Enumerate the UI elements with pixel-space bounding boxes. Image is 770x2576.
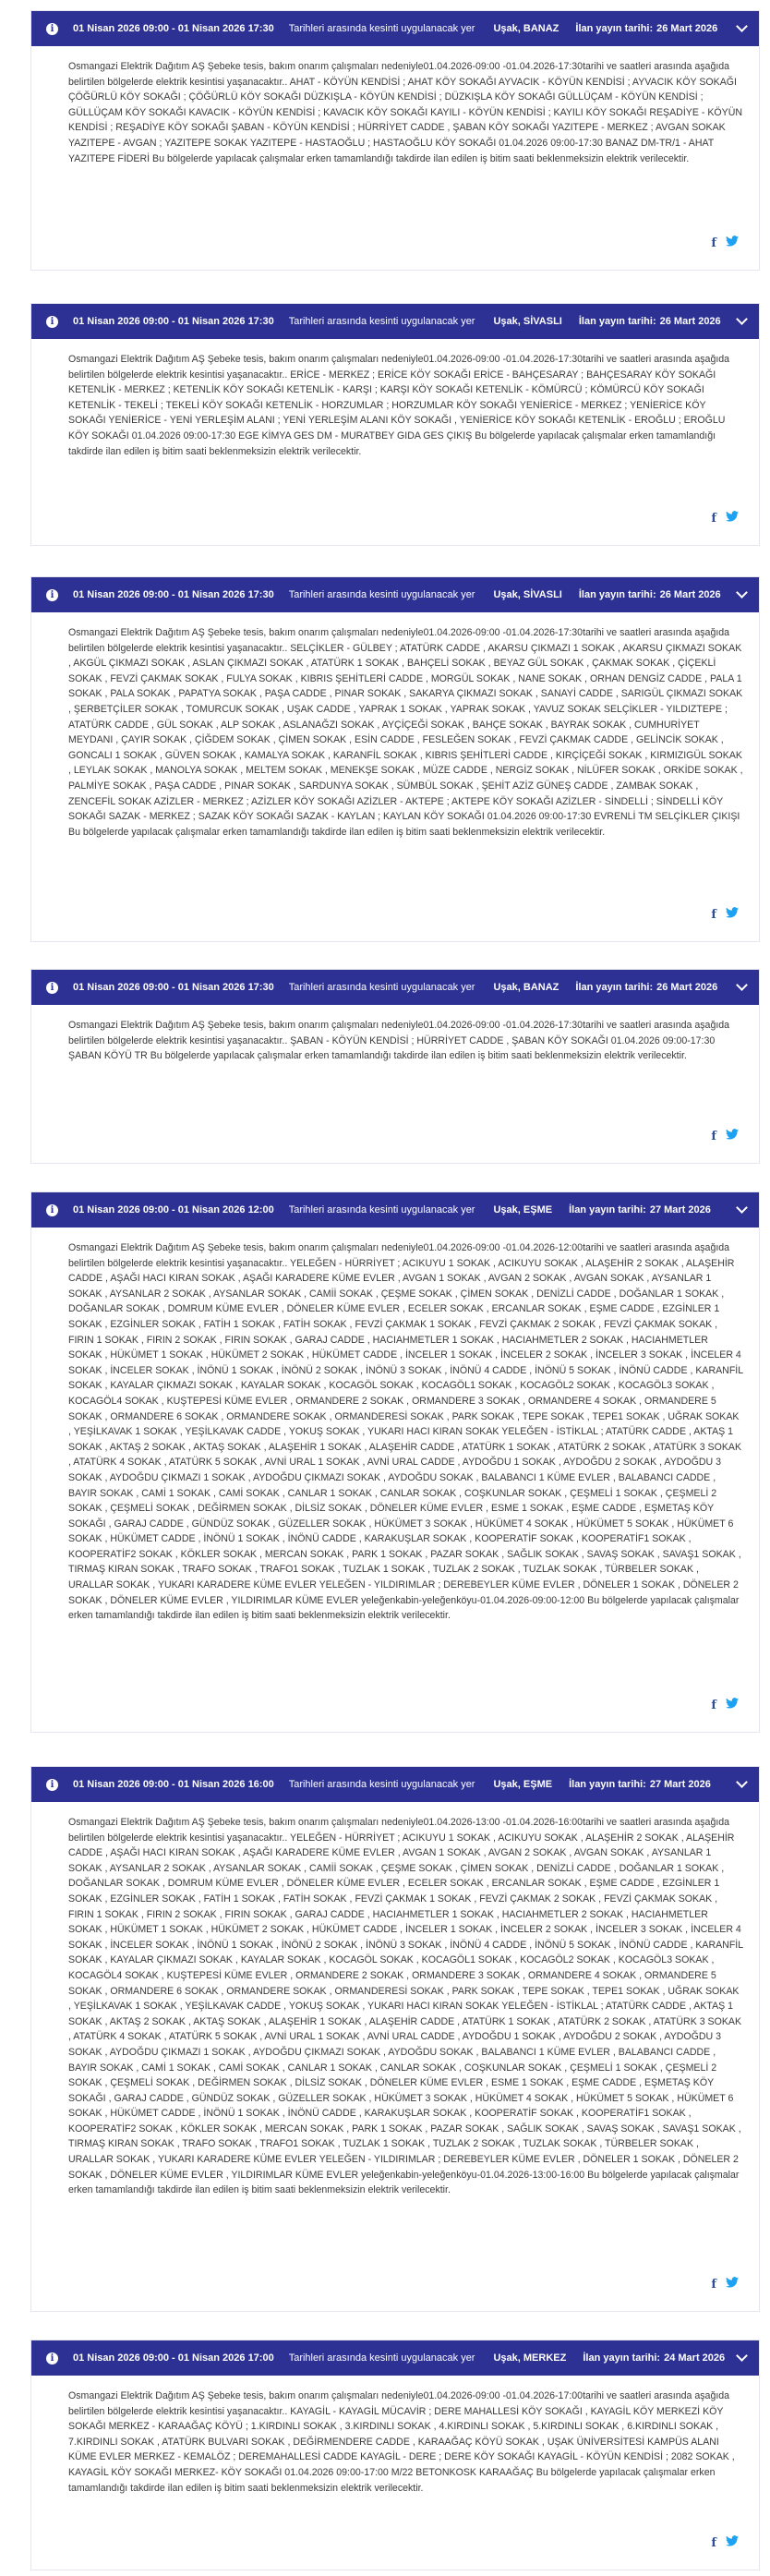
- published-label: İlan yayın tarihi:: [569, 1779, 646, 1790]
- notice-body: Osmangazi Elektrik Dağıtım AŞ Şebeke tesis, bakım onarım çalışmaları nedeniyle01.04.2026-09:00 -01.04.2026-12:00tarihi ve saatleri arasında aşağıda belirtilen bölgelerde elektrik kesintisi yaşanacaktır.. YELEĞEN - HÜRRİYET ; ACIKUYU 1 SOKAK , ACIKUYU SOKAK , ALAŞEHİR 2 SOKAK , ALAŞEHİR CADDE , AŞAĞI HACI KIRAN SOKAK , AŞAĞI KARADERE KÜME EVLER , AVGAN 1 SOKAK , AVGAN 2 SOKAK , AVGAN SOKAK , AYSANLAR 1 SOKAK , AYSANLAR 2 SOKAK , AYSANLAR SOKAK , CAMİİ SOKAK , ÇEŞME SOKAK , ÇİMEN SOKAK , DENİZLİ CADDE , DOĞANLAR 1 SOKAK , DOĞANLAR SOKAK , DOMRUM KÜME EVLER , DÖNELER KÜME EVLER , ECELER SOKAK , ERCANLAR SOKAK , EŞME CADDE , EZGİNLER 1 SOKAK , EZGİNLER SOKAK , FATİH 1 SOKAK , FATİH SOKAK , FEVZİ ÇAKMAK 1 SOKAK , FEVZİ ÇAKMAK 2 SOKAK , FEVZİ ÇAKMAK SOKAK , FIRIN 1 SOKAK , FIRIN 2 SOKAK , FIRIN SOKAK , GARAJ CADDE , HACIAHMETLER 1 SOKAK , HACIAHMETLER 2 SOKAK , HACIAHMETLER SOKAK , HÜKÜMET 1 SOKAK , HÜKÜMET 2 SOKAK , HÜKÜMET CADDE , İNCELER 1 SOKAK , İNCELER 2 SOKAK , İNCELER 3 SOKAK , İNCELER 4 SOKAK , İNCELER SOKAK , İNÖNÜ 1 SOKAK , İNÖNÜ 2 SOKAK , İNÖNÜ 3 SOKAK , İNÖNÜ 4 CADDE , İNÖNÜ 5 SOKAK , İNÖNÜ CADDE , KARANFİL SOKAK , KAYALAR ÇIKMAZI SOKAK , KAYALAR SOKAK , KOCAGÖL SOKAK , KOCAGÖL1 SOKAK , KOCAGÖL2 SOKAK , KOCAGÖL3 SOKAK , KOCAGÖL4 SOKAK , KUŞTEPESİ KÜME EVLER , ORMANDERE 2 SOKAK , ORMANDERE 3 SOKAK , ORMANDERE 4 SOKAK , ORMANDERE 5 SOKAK , ORMANDERE 6 SOKAK , ORMANDERE SOKAK , ORMANDERESİ SOKAK , PARK SOKAK , TEPE SOKAK , TEPE1 SOKAK , UĞRAK SOKAK , YEŞİLKAVAK 1 SOKAK , YEŞİLKAVAK CADDE , YOKUŞ SOKAK , YUKARI HACI KIRAN SOKAK YELEĞEN - İSTİKLAL ; ATATÜRK CADDE , AKTAŞ 1 SOKAK , AKTAŞ 2 SOKAK , AKTAŞ SOKAK , ALAŞEHİR 1 SOKAK , ALAŞEHİR CADDE , ATATÜRK 1 SOKAK , ATATÜRK 2 SOKAK , ATATÜRK 3 SOKAK , ATATÜRK 4 SOKAK , ATATÜRK 5 SOKAK , AVNİ URAL 1 SOKAK , AVNİ URAL CADDE , AYDOĞDU 1 SOKAK , AYDOĞDU 2 SOKAK , AYDOĞDU 3 SOKAK , AYDOĞDU ÇIKMAZI 1 SOKAK , AYDOĞDU ÇIKMAZI SOKAK , AYDOĞDU SOKAK , BALABANCI 1 KÜME EVLER , BALABANCI CADDE , BAYIR SOKAK , CAMİ 1 SOKAK , CAMİ SOKAK , CANLAR 1 SOKAK , CANLAR SOKAK , COŞKUNLAR SOKAK , ÇEŞMELİ 1 SOKAK , ÇEŞMELİ 2 SOKAK , ÇEŞMELİ SOKAK , DEĞİRMEN SOKAK , DİLSİZ SOKAK , DÖNELER KÜME EVLER , ESME 1 SOKAK , EŞME CADDE , EŞMETAŞ KÖY SOKAĞI , GARAJ CADDE , GÜNDÜZ SOKAK , GÜZELLER SOKAK , HÜKÜMET 3 SOKAK , HÜKÜMET 4 SOKAK , HÜKÜMET 5 SOKAK , HÜKÜMET 6 SOKAK , HÜKÜMET CADDE , İNÖNÜ 1 SOKAK , İNÖNÜ CADDE , KARAKUŞLAR SOKAK , KOOPERATİF SOKAK , KOOPERATİF1 SOKAK , KOOPERATİF2 SOKAK , KÖKLER SOKAK , MERCAN SOKAK , PARK 1 SOKAK , PAZAR SOKAK , SAĞLIK SOKAK , SAVAŞ SOKAK , SAVAŞ1 SOKAK , TIRMAŞ KIRAN SOKAK , TRAFO SOKAK , TRAFO1 SOKAK , TUZLAK 1 SOKAK , TUZLAK 2 SOKAK , TUZLAK SOKAK , TÜRBELER SOKAK , URALLAR SOKAK , YUKARI KARADERE KÜME EVLER YELEĞEN - YILDIRIMLAR ; DEREBEYLER KÜME EVLER , DÖNELER 1 SOKAK , DÖNELER 2 SOKAK , DÖNELER KÜME EVLER , YILDIRIMLAR KÜME EVLER yeleğenkabin-yeleğenköyu-01.04.2026-09:00-12:00 Bu bölgelerde yapılacak çalışmalar erken tamamlandığı takdirde ilan edilen iş bitim saati beklenmeksizin elektrik verilecektir.: [68, 1242, 743, 1622]
- notice-header[interactable]: [31, 1192, 759, 1228]
- share-buttons: [711, 2534, 739, 2551]
- published-label: İlan yayın tarihi:: [578, 589, 656, 600]
- range-label: Tarihleri arasında kesinti uygulanacak yer: [288, 23, 475, 34]
- published-label: İlan yayın tarihi:: [575, 982, 654, 993]
- published-label: İlan yayın tarihi:: [575, 23, 654, 34]
- published-date: 24 Mart 2026: [664, 2352, 726, 2364]
- info-icon: i: [46, 589, 58, 601]
- outage-notice: [30, 2340, 760, 2570]
- published-label: İlan yayın tarihi:: [583, 2352, 661, 2364]
- location: Uşak, BANAZ: [493, 982, 559, 993]
- date-range: 01 Nisan 2026 09:00 - 01 Nisan 2026 17:30: [73, 316, 274, 327]
- notice-header[interactable]: [31, 970, 759, 1005]
- twitter-icon[interactable]: [726, 1697, 739, 1713]
- published-date: 27 Mart 2026: [649, 1779, 711, 1790]
- outage-notice: [30, 303, 760, 546]
- info-icon: i: [46, 982, 58, 994]
- outage-notice: [30, 1191, 760, 1733]
- facebook-icon[interactable]: f: [711, 1698, 716, 1712]
- location: Uşak, SİVASLI: [493, 589, 562, 600]
- share-buttons: [711, 1128, 739, 1144]
- range-label: Tarihleri arasında kesinti uygulanacak yer: [288, 1779, 475, 1790]
- outage-notice: [30, 10, 760, 271]
- notice-body: Osmangazi Elektrik Dağıtım AŞ Şebeke tesis, bakım onarım çalışmaları nedeniyle01.04.2026-09:00 -01.04.2026-17:30tarihi ve saatleri arasında aşağıda belirtilen bölgelerde elektrik kesintisi yaşanacaktır.. ERİCE - MERKEZ ; ERİCE KÖY SOKAĞI ERİCE - BAHÇESARAY ; BAHÇESARAY KÖY SOKAĞI KETENLİK - MERKEZ ; KETENLİK KÖY SOKAĞI KETENLİK - KARŞI ; KARŞI KÖY SOKAĞI KETENLİK - KÖMÜRCÜ ; KÖMÜRCÜ KÖY SOKAĞI KETENLİK - TEKELİ ; TEKELİ KÖY SOKAĞI KETENLİK - HORZUMLAR ; HORZUMLAR KÖY SOKAĞI YENİERİCE - MERKEZ ; YENİERİCE KÖY SOKAĞI YENİERİCE - YENİ YERLEŞİM ALANI ; YENİ YERLEŞİM ALANI KÖY SOKAĞI , YENİERİCE KÖY SOKAĞI KETENLİK - EROĞLU ; EROĞLU KÖY SOKAĞI 01.04.2026 09:00-17:30 EGE KİMYA GES DM - MURATBEY GIDA GES ÇIKIŞ Bu bölgelerde yapılacak çalışmalar erken tamamlandığı takdirde ilan edilen iş bitim saati beklenmeksizin elektrik verilecektir.: [68, 354, 730, 457]
- location: Uşak, EŞME: [493, 1779, 553, 1790]
- range-label: Tarihleri arasında kesinti uygulanacak yer: [288, 316, 475, 327]
- twitter-icon[interactable]: [726, 2534, 739, 2551]
- published-label: İlan yayın tarihi:: [569, 1204, 646, 1215]
- share-buttons: [711, 510, 739, 526]
- range-label: Tarihleri arasında kesinti uygulanacak yer: [288, 1204, 475, 1215]
- location: Uşak, BANAZ: [493, 23, 559, 34]
- notice-body: Osmangazi Elektrik Dağıtım AŞ Şebeke tesis, bakım onarım çalışmaları nedeniyle01.04.2026-09:00 -01.04.2026-17:30tarihi ve saatleri arasında aşağıda belirtilen bölgelerde elektrik kesintisi yaşanacaktır.. AHAT - KÖYÜN KENDİSİ ; AHAT KÖY SOKAĞI AYVACIK - KÖYÜN KENDİSİ ; AYVACIK KÖY SOKAĞI ÇÖĞÜRLÜ KÖY SOKAĞI ; ÇÖĞÜRLÜ KÖY SOKAĞI DÜZKIŞLA - KÖYÜN KENDİSİ ; DÜZKIŞLA KÖY SOKAĞI GÜLLÜÇAM - KÖYÜN KENDİSİ ; GÜLLÜÇAM KÖY SOKAĞI KAVACIK - KÖYÜN KENDİSİ ; KAVACIK KÖY SOKAĞI KAYILI - KÖYÜN KENDİSİ ; KAYILI KÖY SOKAĞI REŞADİYE - KÖYÜN KENDİSİ ; REŞADİYE KÖY SOKAĞI ŞABAN - KÖYÜN KENDİSİ ; HÜRRİYET CADDE , ŞABAN KÖY SOKAĞI YAZITEPE - MERKEZ ; AVGAN SOKAK YAZITEPE - AVGAN ; YAZITEPE SOKAK YAZITEPE - HASTAOĞLU ; HASTAOĞLU KÖY SOKAĞI 01.04.2026 09:00-17:30 BANAZ DM-TR/1 - AHAT YAZITEPE FİDERİ Bu bölgelerde yapılacak çalışmalar erken tamamlandığı takdirde ilan edilen iş bitim saati beklenmeksizin elektrik verilecektir.: [68, 61, 742, 164]
- facebook-icon[interactable]: f: [711, 2277, 716, 2292]
- location: Uşak, SİVASLI: [493, 316, 562, 327]
- facebook-icon[interactable]: f: [711, 1129, 716, 1143]
- notice-header[interactable]: [31, 2340, 759, 2376]
- chevron-down-icon[interactable]: [736, 1776, 748, 1788]
- date-range: 01 Nisan 2026 09:00 - 01 Nisan 2026 16:00: [73, 1779, 274, 1790]
- location: Uşak, MERKEZ: [493, 2352, 567, 2364]
- range-label: Tarihleri arasında kesinti uygulanacak yer: [288, 982, 475, 993]
- info-icon: i: [46, 1204, 58, 1216]
- published-date: 26 Mart 2026: [659, 316, 721, 327]
- twitter-icon[interactable]: [726, 2276, 739, 2292]
- date-range: 01 Nisan 2026 09:00 - 01 Nisan 2026 17:30: [73, 23, 274, 34]
- twitter-icon[interactable]: [726, 510, 739, 526]
- outage-notice: [30, 576, 760, 942]
- info-icon: i: [46, 23, 58, 35]
- published-date: 26 Mart 2026: [656, 982, 718, 993]
- chevron-down-icon[interactable]: [736, 979, 748, 991]
- outage-notice: [30, 1766, 760, 2312]
- published-label: İlan yayın tarihi:: [578, 316, 656, 327]
- chevron-down-icon[interactable]: [736, 20, 748, 32]
- notice-header[interactable]: [31, 1767, 759, 1802]
- info-icon: i: [46, 316, 58, 328]
- notice-header[interactable]: [31, 11, 759, 46]
- twitter-icon[interactable]: [726, 906, 739, 923]
- info-icon: i: [46, 2352, 58, 2364]
- chevron-down-icon[interactable]: [736, 2350, 748, 2362]
- chevron-down-icon[interactable]: [736, 1202, 748, 1214]
- share-buttons: [711, 1697, 739, 1713]
- notice-body: Osmangazi Elektrik Dağıtım AŞ Şebeke tesis, bakım onarım çalışmaları nedeniyle01.04.2026-13:00 -01.04.2026-16:00tarihi ve saatleri arasında aşağıda belirtilen bölgelerde elektrik kesintisi yaşanacaktır.. YELEĞEN - HÜRRİYET ; ACIKUYU 1 SOKAK , ACIKUYU SOKAK , ALAŞEHİR 2 SOKAK , ALAŞEHİR CADDE , AŞAĞI HACI KIRAN SOKAK , AŞAĞI KARADERE KÜME EVLER , AVGAN 1 SOKAK , AVGAN 2 SOKAK , AVGAN SOKAK , AYSANLAR 1 SOKAK , AYSANLAR 2 SOKAK , AYSANLAR SOKAK , CAMİİ SOKAK , ÇEŞME SOKAK , ÇİMEN SOKAK , DENİZLİ CADDE , DOĞANLAR 1 SOKAK , DOĞANLAR SOKAK , DOMRUM KÜME EVLER , DÖNELER KÜME EVLER , ECELER SOKAK , ERCANLAR SOKAK , EŞME CADDE , EZGİNLER 1 SOKAK , EZGİNLER SOKAK , FATİH 1 SOKAK , FATİH SOKAK , FEVZİ ÇAKMAK 1 SOKAK , FEVZİ ÇAKMAK 2 SOKAK , FEVZİ ÇAKMAK SOKAK , FIRIN 1 SOKAK , FIRIN 2 SOKAK , FIRIN SOKAK , GARAJ CADDE , HACIAHMETLER 1 SOKAK , HACIAHMETLER 2 SOKAK , HACIAHMETLER SOKAK , HÜKÜMET 1 SOKAK , HÜKÜMET 2 SOKAK , HÜKÜMET CADDE , İNCELER 1 SOKAK , İNCELER 2 SOKAK , İNCELER 3 SOKAK , İNCELER 4 SOKAK , İNCELER SOKAK , İNÖNÜ 1 SOKAK , İNÖNÜ 2 SOKAK , İNÖNÜ 3 SOKAK , İNÖNÜ 4 CADDE , İNÖNÜ 5 SOKAK , İNÖNÜ CADDE , KARANFİL SOKAK , KAYALAR ÇIKMAZI SOKAK , KAYALAR SOKAK , KOCAGÖL SOKAK , KOCAGÖL1 SOKAK , KOCAGÖL2 SOKAK , KOCAGÖL3 SOKAK , KOCAGÖL4 SOKAK , KUŞTEPESİ KÜME EVLER , ORMANDERE 2 SOKAK , ORMANDERE 3 SOKAK , ORMANDERE 4 SOKAK , ORMANDERE 5 SOKAK , ORMANDERE 6 SOKAK , ORMANDERE SOKAK , ORMANDERESİ SOKAK , PARK SOKAK , TEPE SOKAK , TEPE1 SOKAK , UĞRAK SOKAK , YEŞİLKAVAK 1 SOKAK , YEŞİLKAVAK CADDE , YOKUŞ SOKAK , YUKARI HACI KIRAN SOKAK YELEĞEN - İSTİKLAL ; ATATÜRK CADDE , AKTAŞ 1 SOKAK , AKTAŞ 2 SOKAK , AKTAŞ SOKAK , ALAŞEHİR 1 SOKAK , ALAŞEHİR CADDE , ATATÜRK 1 SOKAK , ATATÜRK 2 SOKAK , ATATÜRK 3 SOKAK , ATATÜRK 4 SOKAK , ATATÜRK 5 SOKAK , AVNİ URAL 1 SOKAK , AVNİ URAL CADDE , AYDOĞDU 1 SOKAK , AYDOĞDU 2 SOKAK , AYDOĞDU 3 SOKAK , AYDOĞDU ÇIKMAZI 1 SOKAK , AYDOĞDU ÇIKMAZI SOKAK , AYDOĞDU SOKAK , BALABANCI 1 KÜME EVLER , BALABANCI CADDE , BAYIR SOKAK , CAMİ 1 SOKAK , CAMİ SOKAK , CANLAR 1 SOKAK , CANLAR SOKAK , COŞKUNLAR SOKAK , ÇEŞMELİ 1 SOKAK , ÇEŞMELİ 2 SOKAK , ÇEŞMELİ SOKAK , DEĞİRMEN SOKAK , DİLSİZ SOKAK , DÖNELER KÜME EVLER , ESME 1 SOKAK , EŞME CADDE , EŞMETAŞ KÖY SOKAĞI , GARAJ CADDE , GÜNDÜZ SOKAK , GÜZELLER SOKAK , HÜKÜMET 3 SOKAK , HÜKÜMET 4 SOKAK , HÜKÜMET 5 SOKAK , HÜKÜMET 6 SOKAK , HÜKÜMET CADDE , İNÖNÜ 1 SOKAK , İNÖNÜ CADDE , KARAKUŞLAR SOKAK , KOOPERATİF SOKAK , KOOPERATİF1 SOKAK , KOOPERATİF2 SOKAK , KÖKLER SOKAK , MERCAN SOKAK , PARK 1 SOKAK , PAZAR SOKAK , SAĞLIK SOKAK , SAVAŞ SOKAK , SAVAŞ1 SOKAK , TIRMAŞ KIRAN SOKAK , TRAFO SOKAK , TRAFO1 SOKAK , TUZLAK 1 SOKAK , TUZLAK 2 SOKAK , TUZLAK SOKAK , TÜRBELER SOKAK , URALLAR SOKAK , YUKARI KARADERE KÜME EVLER YELEĞEN - YILDIRIMLAR ; DEREBEYLER KÜME EVLER , DÖNELER 1 SOKAK , DÖNELER 2 SOKAK , DÖNELER KÜME EVLER , YILDIRIMLAR KÜME EVLER yeleğenkabin-yeleğenköyu-01.04.2026-13:00-16:00 Bu bölgelerde yapılacak çalışmalar erken tamamlandığı takdirde ilan edilen iş bitim saati beklenmeksizin elektrik verilecektir.: [68, 1817, 743, 2196]
- date-range: 01 Nisan 2026 09:00 - 01 Nisan 2026 12:00: [73, 1204, 274, 1215]
- outage-notice: [30, 969, 760, 1164]
- chevron-down-icon[interactable]: [736, 587, 748, 599]
- facebook-icon[interactable]: f: [711, 511, 716, 526]
- share-buttons: [711, 235, 739, 251]
- published-date: 26 Mart 2026: [656, 23, 718, 34]
- notice-header[interactable]: [31, 304, 759, 339]
- date-range: 01 Nisan 2026 09:00 - 01 Nisan 2026 17:30: [73, 982, 274, 993]
- range-label: Tarihleri arasında kesinti uygulanacak yer: [288, 2352, 475, 2364]
- twitter-icon[interactable]: [726, 1128, 739, 1144]
- twitter-icon[interactable]: [726, 235, 739, 251]
- date-range: 01 Nisan 2026 09:00 - 01 Nisan 2026 17:00: [73, 2352, 274, 2364]
- facebook-icon[interactable]: f: [711, 907, 716, 922]
- facebook-icon[interactable]: f: [711, 236, 716, 250]
- chevron-down-icon[interactable]: [736, 313, 748, 325]
- share-buttons: [711, 906, 739, 923]
- info-icon: i: [46, 1779, 58, 1791]
- published-date: 26 Mart 2026: [659, 589, 721, 600]
- notice-body: Osmangazi Elektrik Dağıtım AŞ Şebeke tesis, bakım onarım çalışmaları nedeniyle01.04.2026-09:00 -01.04.2026-17:30tarihi ve saatleri arasında aşağıda belirtilen bölgelerde elektrik kesintisi yaşanacaktır.. SELÇİKLER - GÜLBEY ; ATATÜRK CADDE , AKARSU ÇIKMAZI 1 SOKAK , AKARSU ÇIKMAZI SOKAK , AKGÜL ÇIKMAZI SOKAK , ASLAN ÇIKMAZI SOKAK , ATATÜRK 1 SOKAK , BAHÇELİ SOKAK , BEYAZ GÜL SOKAK , ÇAKMAK SOKAK , ÇİÇEKLİ SOKAK , FEVZİ ÇAKMAK SOKAK , FULYA SOKAK , KIBRIS ŞEHİTLERİ CADDE , MORGÜL SOKAK , NANE SOKAK , ORHAN DENGİZ CADDE , PALA 1 SOKAK , PALA SOKAK , PAPATYA SOKAK , PAŞA CADDE , PINAR SOKAK , SAKARYA ÇIKMAZI SOKAK , SANAYİ CADDE , SARIGÜL ÇIKMAZI SOKAK , ŞERBETÇİLER SOKAK , TOMURCUK SOKAK , UŞAK CADDE , YAPRAK 1 SOKAK , YAPRAK SOKAK , YAVUZ SOKAK SELÇİKLER - YILDIZTEPE ; ATATÜRK CADDE , GÜL SOKAK , ALP SOKAK , ASLANAĞZI SOKAK , AYÇİÇEĞİ SOKAK , BAHÇE SOKAK , BAYRAK SOKAK , CUMHURİYET MEYDANI , ÇAYIR SOKAK , ÇİĞDEM SOKAK , ÇİMEN SOKAK , ESİN CADDE , FESLEĞEN SOKAK , FEVZİ ÇAKMAK CADDE , GELİNCİK SOKAK , GONCALI 1 SOKAK , GÜVEN SOKAK , KAMALYA SOKAK , KARANFİL SOKAK , KIBRIS ŞEHİTLERİ CADDE , KIRÇİÇEĞİ SOKAK , KIRMIZIGÜL SOKAK , LEYLAK SOKAK , MANOLYA SOKAK , MELTEM SOKAK , MENEKŞE SOKAK , MÜZE CADDE , NERGİZ SOKAK , NİLÜFER SOKAK , ORKİDE SOKAK , PALMİYE SOKAK , PAŞA CADDE , PINAR SOKAK , SARDUNYA SOKAK , SÜMBÜL SOKAK , ŞEHİT AZİZ GÜNEŞ CADDE , ZAMBAK SOKAK , ZENCEFİL SOKAK AZİZLER - MERKEZ ; AZİZLER KÖY SOKAĞI AZİZLER - AKTEPE ; AKTEPE KÖY SOKAĞI AZİZLER - SİNDELLİ ; SİNDELLİ KÖY SOKAĞI SAZAK - MERKEZ ; SAZAK KÖY SOKAĞI SAZAK - KAYLAN ; KAYLAN KÖY SOKAĞI 01.04.2026 09:00-17:30 EVRENLİ TM SELÇİKLER ÇIKIŞI Bu bölgelerde yapılacak çalışmalar erken tamamlandığı takdirde ilan edilen iş bitim saati beklenmeksizin elektrik verilecektir.: [68, 627, 743, 838]
- location: Uşak, EŞME: [493, 1204, 553, 1215]
- range-label: Tarihleri arasında kesinti uygulanacak yer: [288, 589, 475, 600]
- notice-body: Osmangazi Elektrik Dağıtım AŞ Şebeke tesis, bakım onarım çalışmaları nedeniyle01.04.2026-09:00 -01.04.2026-17:30tarihi ve saatleri arasında aşağıda belirtilen bölgelerde elektrik kesintisi yaşanacaktır.. ŞABAN - KÖYÜN KENDİSİ ; HÜRRİYET CADDE , ŞABAN KÖY SOKAĞI 01.04.2026 09:00-17:30 ŞABAN KÖYÜ TR Bu bölgelerde yapılacak çalışmalar erken tamamlandığı takdirde ilan edilen iş bitim saati beklenmeksizin elektrik verilecektir.: [68, 1020, 730, 1062]
- date-range: 01 Nisan 2026 09:00 - 01 Nisan 2026 17:30: [73, 589, 274, 600]
- notice-header[interactable]: [31, 577, 759, 612]
- facebook-icon[interactable]: f: [711, 2535, 716, 2550]
- notice-body: Osmangazi Elektrik Dağıtım AŞ Şebeke tesis, bakım onarım çalışmaları nedeniyle01.04.2026-09:00 -01.04.2026-17:00tarihi ve saatleri arasında aşağıda belirtilen bölgelerde elektrik kesintisi yaşanacaktır.. KAYAGİL - KAYAGİL MÜCAVİR ; DERE MAHALLESİ KÖY SOKAĞI , KAYAGİL KÖY MERKEZİ KÖY SOKAĞI MERKEZ - KARAAĞAÇ KÖYÜ ; 1.KIRDINLI SOKAK , 3.KIRDINLI SOKAK , 4.KIRDINLI SOKAK , 5.KIRDINLI SOKAK , 6.KIRDINLI SOKAK , 7.KIRDINLI SOKAK , ATATÜRK BULVARI SOKAK , DEĞİRMENDERE CADDE , KARAAĞAÇ KÖYÜ SOKAK , UŞAK ÜNİVERSİTESİ KAMPÜS ALANI KÜME EVLER MERKEZ - KEMALÖZ ; DEREMAHALLESİ CADDE KAYAGİL - DERE ; DERE KÖY SOKAĞI KAYAGİL - KÖYÜN KENDİSİ ; 2082 SOKAK , KAYAGİL KÖY SOKAĞI MERKEZ- KÖY SOKAĞI 01.04.2026 09:00-17:00 M/22 BETONKOSK KARAAĞAÇ Bu bölgelerde yapılacak çalışmalar erken tamamlandığı takdirde ilan edilen iş bitim saati beklenmeksizin elektrik verilecektir.: [68, 2390, 735, 2494]
- published-date: 27 Mart 2026: [649, 1204, 711, 1215]
- share-buttons: [711, 2276, 739, 2292]
